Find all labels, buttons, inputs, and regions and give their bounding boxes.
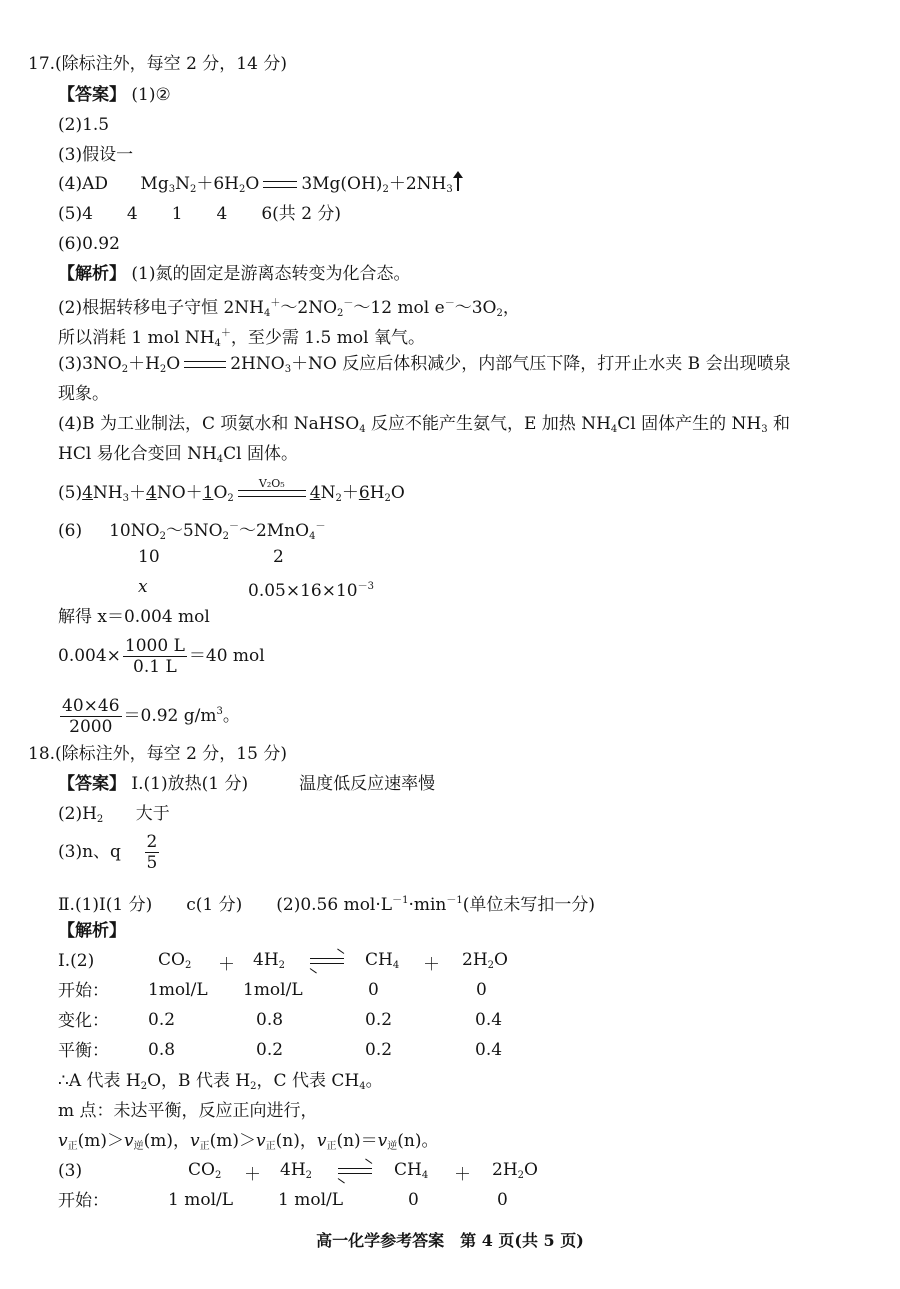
q17-e4a: (4)B 为工业制法，C 项氨水和 NaHSO$_4$ 反应不能产生氨气，E 加热 $NH_4Cl$ 固体产生的 $NH_3$ 和: [58, 414, 791, 435]
q17-e2: (2)根据转移电子守恒 $2NH_4^+\sim 2NO_2^-\sim 12$ mol $e^-\sim 3O_2$，: [58, 298, 520, 319]
eq-ch4: $CH_4$: [365, 950, 400, 971]
eq-h2o: $2H_2O$: [462, 950, 508, 971]
q17-e2b: 所以消耗 1 mol $NH_4^+$，至少需 1.5 mol 氧气。: [58, 328, 425, 349]
q17-e6-r1b: 2: [273, 547, 284, 567]
q17-e6: (6) $10NO_2\sim 5NO_2^-\sim 2MnO_4^-$: [58, 521, 326, 542]
fraction: $\frac{40\times 46}{2000}$: [62, 696, 120, 737]
q17-a4-prefix: (4)AD: [58, 174, 108, 194]
q17-header: 17.(除标注外，每空 2 分，14 分): [28, 54, 287, 74]
table-cell: 0: [497, 1190, 508, 1210]
q17-a4: (4)AD $Mg_3N_2+6H_2O$ $3Mg(OH)_2+2NH_3$: [58, 173, 459, 201]
page-footer: 高一化学参考答案 第 4 页(共 5 页): [316, 1231, 584, 1250]
eq-h2: $4H_2$: [280, 1160, 313, 1181]
row-start-label: 开始：: [58, 1191, 109, 1211]
q17-answer: [58, 84, 171, 106]
eq-plus: ＋: [218, 955, 235, 975]
table-cell: 0.8: [148, 1040, 176, 1060]
row-eq-label: 平衡：: [58, 1041, 109, 1061]
q18-conclusion-text: ∴A 代表 H: [58, 1071, 141, 1091]
q18-a2a: (2)H: [58, 804, 97, 824]
q17-calc2: $\frac{40\times 46}{2000}$ ＝0.92 $g/m^3$。: [62, 696, 240, 737]
q17-e6-r2a: x: [138, 577, 148, 597]
q17-e6-r2b-text: 0.05×16×10: [248, 581, 358, 601]
q17-e2b-text: 所以消耗 1 mol NH: [58, 328, 215, 348]
answer-label: 【答案】: [58, 774, 126, 794]
q17-a3: (3)假设一: [58, 145, 134, 165]
eq-ch4: $CH_4$: [394, 1160, 429, 1181]
table-cell: 0: [368, 980, 379, 1000]
q17-e6-label: (6): [58, 521, 83, 541]
table-cell: 0: [408, 1190, 419, 1210]
q18-a4-3: (单位未写扣一分): [462, 895, 596, 915]
q17-a2: (2)1.5: [58, 115, 110, 135]
q17-calc2-post: ＝0.92 g/m: [123, 706, 217, 726]
q17-e5: $(5)4NH_3+4NO+1O_2$ V₂O₅ $4N_2+6H_2O$: [58, 478, 405, 514]
q17-e3b: 现象。: [58, 384, 109, 404]
q18-a2b: 大于: [135, 804, 170, 824]
q17-e4a-2: 反应不能产生氨气，E 加热 NH: [365, 414, 611, 434]
row-start-label: 开始：: [58, 981, 109, 1001]
q18-a4-1: Ⅱ.(1)Ⅰ(1 分) c(1 分) (2)0.56 mol·L: [58, 895, 393, 915]
table-cell: 1 mol/L: [168, 1190, 234, 1210]
eq-plus: ＋: [244, 1165, 261, 1185]
q17-e1: [58, 263, 411, 285]
q17-calc1-post: ＝40 mol: [188, 646, 265, 666]
q18-a3: [58, 830, 161, 874]
table-cell: 0.8: [256, 1010, 284, 1030]
reversible-arrow-icon: [302, 950, 352, 970]
q17-a1: (1)②: [131, 85, 171, 105]
eq-h2o: $2H_2O$: [492, 1160, 538, 1181]
q18-answer: [58, 773, 435, 795]
q18-m-point: m 点：未达平衡，反应正向进行，: [58, 1101, 318, 1121]
q18-a4: Ⅱ.(1)Ⅰ(1 分) c(1 分) (2)0.56 $mol\cdot L^{-1}\cdot\min^{-1}$(单位未写扣一分): [58, 895, 596, 915]
eq-co2: $CO_2$: [158, 950, 192, 971]
table-cell: 0.4: [475, 1010, 503, 1030]
q18-t3-label: (3): [58, 1161, 83, 1181]
q18-a3a: (3)n、q: [58, 842, 121, 862]
q17-e6-r2b: $0.05\times 16\times 10^{-3}$: [248, 581, 374, 601]
eq-h2: $4H_2$: [253, 950, 286, 971]
q17-e4a-1: (4)B 为工业制法，C 项氨水和 NaHSO: [58, 414, 360, 434]
eq-plus: ＋: [423, 955, 440, 975]
q17-e1-text: (1)氮的固定是游离态转变为化合态。: [131, 264, 411, 284]
table-cell: 1 mol/L: [278, 1190, 344, 1210]
q17-a5: (5)4 4 1 4 6(共 2 分): [58, 204, 342, 224]
q17-e3a-text: 反应后体积减少，内部气压下降，打开止水夹 B 会出现喷泉: [342, 354, 791, 374]
q18-a2: $(2)H_2$ 大于: [58, 804, 170, 825]
gas-arrow-icon: [457, 177, 459, 191]
reversible-arrow-icon: [330, 1160, 380, 1180]
q17-e4a-3: Cl 固体产生的 NH: [617, 414, 762, 434]
table-cell: 0.4: [475, 1040, 503, 1060]
row-change-label: 变化：: [58, 1011, 109, 1031]
q18-a4-2: ·min: [408, 895, 447, 915]
q17-e6-r1a: 10: [138, 547, 160, 567]
table-cell: 0.2: [365, 1040, 393, 1060]
q17-e2-prefix: (2)根据转移电子守恒 2NH: [58, 298, 265, 318]
q17-e2b-suffix: ，至少需 1.5 mol 氧气。: [230, 328, 425, 348]
q17-calc1: [58, 634, 265, 678]
q17-solve: 解得 x＝0.004 mol: [58, 607, 210, 627]
reaction-condition: V₂O₅: [238, 478, 306, 509]
q17-e3a: $(3)3NO_2+H_2O$ $2HNO_3+NO$ 反应后体积减少，内部气压下降，打开止水夹 B 会出现喷泉: [58, 354, 791, 375]
table-cell: 1mol/L: [148, 980, 208, 1000]
q17-calc1-pre: 0.004×: [58, 646, 121, 666]
analysis-label: 【解析】: [58, 264, 126, 284]
q18-header: 18.(除标注外，每空 2 分，15 分): [28, 744, 287, 764]
q17-e4a-4: 和: [767, 414, 791, 434]
fraction: $\frac{2}{5}$: [146, 832, 158, 873]
eq-co2: $CO_2$: [188, 1160, 222, 1181]
table-cell: 0.2: [365, 1010, 393, 1030]
table-cell: 1mol/L: [243, 980, 303, 1000]
q18-conclusion: ∴A 代表 $H_2O$，B 代表 $H_2$，C 代表 $CH_4$。: [58, 1071, 383, 1092]
answer-label: 【答案】: [58, 85, 126, 105]
q17-a6: (6)0.92: [58, 234, 120, 254]
q17-e4b-1: HCl 易化合变回 NH: [58, 444, 217, 464]
table-cell: 0.2: [148, 1010, 176, 1030]
q17-calc2-end: 。: [222, 706, 240, 726]
q18-a1: Ⅰ.(1)放热(1 分) 温度低反应速率慢: [131, 774, 436, 794]
eq-plus: ＋: [454, 1165, 471, 1185]
table-cell: 0.2: [256, 1040, 284, 1060]
q17-e4b: HCl 易化合变回 $NH_4Cl$ 固体。: [58, 444, 299, 465]
q18-velocity: $v_正(m)>v_逆(m)$，$v_正(m)>v_正(n)$，$v_正(n)=v_逆(n)$。: [58, 1131, 439, 1152]
fraction: $\frac{1000 L}{0.1 L}$: [124, 636, 185, 677]
q18-analysis-label: 【解析】: [58, 921, 126, 941]
table-cell: 0: [476, 980, 487, 1000]
q18-t-label: Ⅰ.(2): [58, 951, 95, 971]
q17-e4b-2: Cl 固体。: [223, 444, 299, 464]
